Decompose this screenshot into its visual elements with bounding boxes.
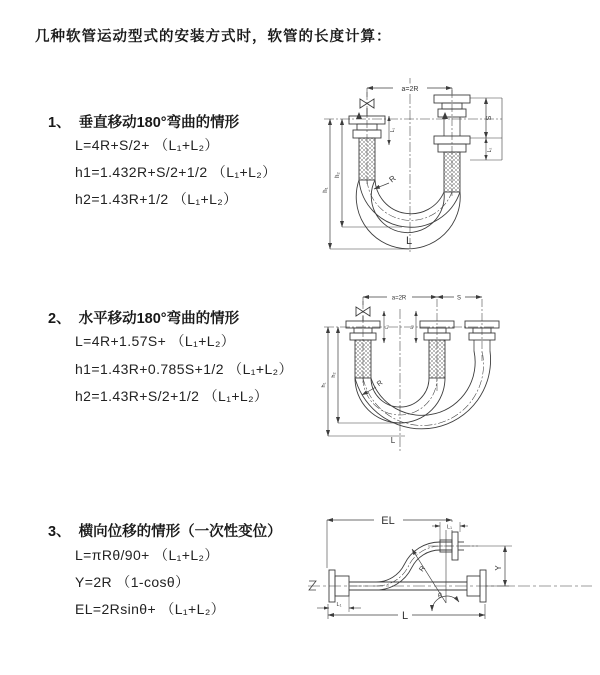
dim-label-fitting-left: L₁ <box>384 324 389 330</box>
section-1-title: 垂直移动180°弯曲的情形 <box>78 115 240 131</box>
hose-s-centerline <box>349 546 452 586</box>
dim-label-h1: h₁ <box>323 187 329 193</box>
page-title: 几种软管运动型式的安装方式时，软管的长度计算： <box>35 29 392 45</box>
section-1-formula-h2: h2=1.43R+1/2 （L₁+L₂） <box>75 191 238 207</box>
dim-label-span: a=2R <box>391 295 407 302</box>
section-1-heading <box>48 111 239 132</box>
hose-centerline-arc-displaced <box>363 351 484 426</box>
angle-label: θ <box>438 593 442 600</box>
reference-arrow-right <box>442 112 448 119</box>
radius-label: R <box>387 173 398 185</box>
section-3-formula-EL: EL=2Rsinθ+ （L₁+L₂） <box>75 601 226 617</box>
section-2-number: 2、 <box>48 311 71 327</box>
length-label: L <box>390 436 396 445</box>
section-3-formula-L: L=πRθ/90+ （L₁+L₂） <box>75 547 219 563</box>
dim-label-fitting-mid: L₂ <box>409 324 414 330</box>
diagram-lateral-displacement-svg <box>300 502 600 637</box>
left-braid-section <box>359 138 375 180</box>
dim-label-el: EL <box>381 515 395 527</box>
dim-label-fitting-right: L₂ <box>487 147 493 153</box>
section-2-formula-h1: h1=1.43R+0.785S+1/2 （L₁+L₂） <box>75 361 293 377</box>
dim-label-span: a=2R <box>401 86 419 93</box>
section-1-formula-L: L=4R+S/2+ （L₁+L₂） <box>75 137 219 153</box>
length-label: L <box>405 235 413 247</box>
section-1-number: 1、 <box>48 115 71 131</box>
dim-label-stroke: S <box>486 115 493 121</box>
diagram-horizontal-movement <box>310 283 540 470</box>
right-braid-section <box>444 152 460 192</box>
section-3-number: 3、 <box>48 524 71 540</box>
angle-arc <box>432 596 459 611</box>
section-3-formula-Y: Y=2R （1-cosθ） <box>75 574 190 590</box>
dim-label-stroke: S <box>456 295 462 302</box>
dim-label-fitting-top: L₁ <box>447 524 452 531</box>
dim-label-h2: h₂ <box>331 372 337 378</box>
dim-label-fitting-left: L₁ <box>390 127 396 133</box>
dim-label-l: L <box>401 610 409 622</box>
dim-label-fitting-left: L₁ <box>336 602 342 608</box>
section-2-heading <box>48 307 239 328</box>
section-2-formula-h2: h2=1.43R+S/2+1/2 （L₁+L₂） <box>75 388 269 404</box>
hose-s-curve <box>349 542 452 590</box>
diagram-vertical-movement-svg <box>310 72 540 257</box>
radius-label: R <box>376 379 385 389</box>
reference-arrow-left <box>356 112 362 119</box>
diagram-lateral-displacement <box>300 502 600 642</box>
break-mark-z <box>309 581 316 590</box>
mid-braid-section <box>429 340 445 378</box>
diagram-horizontal-movement-svg <box>310 283 540 465</box>
section-3-heading <box>48 520 282 541</box>
section-2-formula-L: L=4R+1.57S+ （L₁+L₂） <box>75 333 236 349</box>
radius-label: R <box>418 565 428 574</box>
section-3-title: 横向位移的情形（一次性变位） <box>78 524 282 540</box>
section-1-formula-h1: h1=1.432R+S/2+1/2 （L₁+L₂） <box>75 164 277 180</box>
valve-icon <box>356 307 370 321</box>
left-braid-section <box>355 340 371 378</box>
section-2-title: 水平移动180°弯曲的情形 <box>78 311 240 327</box>
diagram-vertical-movement <box>310 72 540 262</box>
dim-label-h2: h₂ <box>335 172 341 178</box>
hose-u-bend <box>355 351 491 429</box>
dim-label-y: Y <box>494 565 503 571</box>
dim-label-h1: h₁ <box>321 382 327 388</box>
